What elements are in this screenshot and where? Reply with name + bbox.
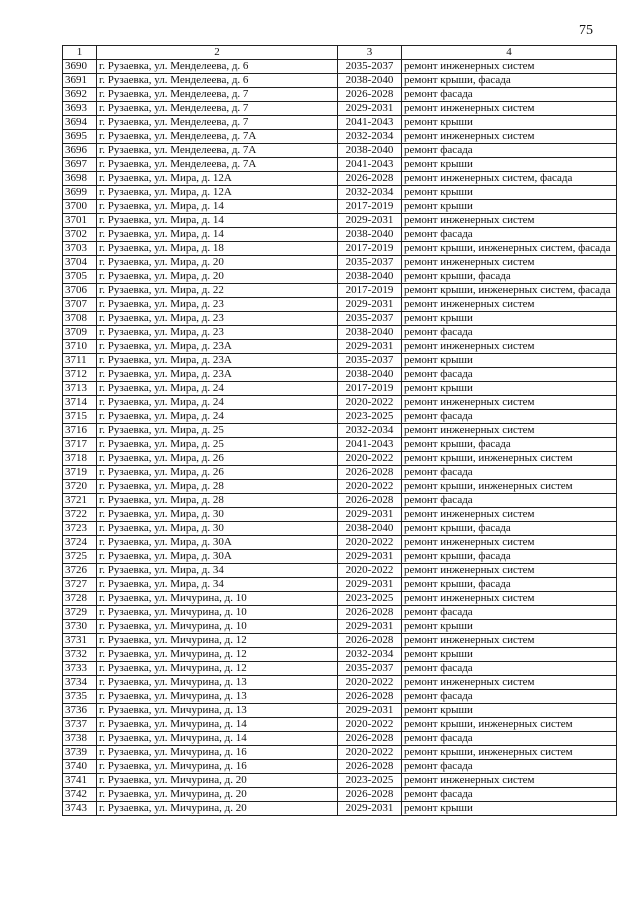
- table-row: [63, 690, 617, 704]
- address-cell: г. Рузаевка, ул. Мичурина, д. 12: [97, 634, 338, 648]
- table-row: [63, 396, 617, 410]
- work-type-cell: ремонт крыши: [402, 802, 617, 816]
- table-header-row: [63, 46, 617, 60]
- period-cell: 2017-2019: [338, 200, 402, 214]
- table-row: [63, 452, 617, 466]
- address-cell: г. Рузаевка, ул. Мира, д. 30: [97, 508, 338, 522]
- work-type-cell: ремонт крыши: [402, 620, 617, 634]
- table-row: [63, 676, 617, 690]
- address-cell: г. Рузаевка, ул. Мичурина, д. 13: [97, 704, 338, 718]
- table-row: [63, 284, 617, 298]
- work-type-cell: ремонт инженерных систем: [402, 424, 617, 438]
- row-number-cell: 3693: [63, 102, 97, 116]
- table-row: [63, 340, 617, 354]
- row-number-cell: 3703: [63, 242, 97, 256]
- row-number-cell: 3742: [63, 788, 97, 802]
- address-cell: г. Рузаевка, ул. Мира, д. 30: [97, 522, 338, 536]
- period-cell: 2026-2028: [338, 466, 402, 480]
- period-cell: 2023-2025: [338, 410, 402, 424]
- table-row: [63, 200, 617, 214]
- work-type-cell: ремонт фасада: [402, 606, 617, 620]
- row-number-cell: 3713: [63, 382, 97, 396]
- row-number-cell: 3716: [63, 424, 97, 438]
- address-cell: г. Рузаевка, ул. Мира, д. 28: [97, 494, 338, 508]
- work-type-cell: ремонт крыши, фасада: [402, 74, 617, 88]
- table-row: [63, 354, 617, 368]
- row-number-cell: 3738: [63, 732, 97, 746]
- table-body: [63, 60, 617, 816]
- address-cell: г. Рузаевка, ул. Мичурина, д. 14: [97, 732, 338, 746]
- address-cell: г. Рузаевка, ул. Мира, д. 24: [97, 382, 338, 396]
- work-type-cell: ремонт крыши: [402, 312, 617, 326]
- period-cell: 2041-2043: [338, 116, 402, 130]
- work-type-cell: ремонт инженерных систем: [402, 340, 617, 354]
- row-number-cell: 3706: [63, 284, 97, 298]
- address-cell: г. Рузаевка, ул. Мира, д. 25: [97, 438, 338, 452]
- column-header-work: 4: [402, 46, 617, 60]
- work-type-cell: ремонт инженерных систем: [402, 676, 617, 690]
- row-number-cell: 3696: [63, 144, 97, 158]
- work-type-cell: ремонт инженерных систем: [402, 396, 617, 410]
- address-cell: г. Рузаевка, ул. Менделеева, д. 6: [97, 60, 338, 74]
- period-cell: 2029-2031: [338, 550, 402, 564]
- work-type-cell: ремонт крыши, фасада: [402, 522, 617, 536]
- period-cell: 2035-2037: [338, 60, 402, 74]
- work-type-cell: ремонт инженерных систем: [402, 60, 617, 74]
- work-type-cell: ремонт инженерных систем: [402, 298, 617, 312]
- period-cell: 2020-2022: [338, 676, 402, 690]
- work-type-cell: ремонт крыши, инженерных систем: [402, 452, 617, 466]
- work-type-cell: ремонт инженерных систем: [402, 130, 617, 144]
- work-type-cell: ремонт инженерных систем, фасада: [402, 172, 617, 186]
- row-number-cell: 3728: [63, 592, 97, 606]
- row-number-cell: 3740: [63, 760, 97, 774]
- column-header-period: 3: [338, 46, 402, 60]
- address-cell: г. Рузаевка, ул. Мира, д. 23: [97, 312, 338, 326]
- work-type-cell: ремонт инженерных систем: [402, 102, 617, 116]
- row-number-cell: 3700: [63, 200, 97, 214]
- period-cell: 2029-2031: [338, 214, 402, 228]
- table-row: [63, 144, 617, 158]
- table-row: [63, 214, 617, 228]
- work-type-cell: ремонт инженерных систем: [402, 774, 617, 788]
- period-cell: 2026-2028: [338, 172, 402, 186]
- work-type-cell: ремонт инженерных систем: [402, 508, 617, 522]
- address-cell: г. Рузаевка, ул. Мира, д. 23А: [97, 340, 338, 354]
- row-number-cell: 3722: [63, 508, 97, 522]
- address-cell: г. Рузаевка, ул. Мичурина, д. 10: [97, 592, 338, 606]
- repair-schedule-table: [62, 45, 617, 816]
- work-type-cell: ремонт инженерных систем: [402, 634, 617, 648]
- table-row: [63, 550, 617, 564]
- work-type-cell: ремонт фасада: [402, 466, 617, 480]
- table-row: [63, 606, 617, 620]
- period-cell: 2020-2022: [338, 564, 402, 578]
- address-cell: г. Рузаевка, ул. Мира, д. 23А: [97, 368, 338, 382]
- table-row: [63, 788, 617, 802]
- work-type-cell: ремонт крыши, инженерных систем: [402, 746, 617, 760]
- row-number-cell: 3692: [63, 88, 97, 102]
- table-row: [63, 60, 617, 74]
- page-number: 75: [579, 23, 593, 38]
- row-number-cell: 3719: [63, 466, 97, 480]
- row-number-cell: 3720: [63, 480, 97, 494]
- work-type-cell: ремонт крыши: [402, 382, 617, 396]
- address-cell: г. Рузаевка, ул. Мира, д. 14: [97, 228, 338, 242]
- table-row: [63, 648, 617, 662]
- address-cell: г. Рузаевка, ул. Мира, д. 12А: [97, 186, 338, 200]
- row-number-cell: 3737: [63, 718, 97, 732]
- period-cell: 2029-2031: [338, 704, 402, 718]
- work-type-cell: ремонт инженерных систем: [402, 214, 617, 228]
- row-number-cell: 3714: [63, 396, 97, 410]
- table-row: [63, 368, 617, 382]
- table-row: [63, 662, 617, 676]
- period-cell: 2017-2019: [338, 382, 402, 396]
- address-cell: г. Рузаевка, ул. Мира, д. 28: [97, 480, 338, 494]
- address-cell: г. Рузаевка, ул. Мира, д. 34: [97, 578, 338, 592]
- address-cell: г. Рузаевка, ул. Мира, д. 18: [97, 242, 338, 256]
- row-number-cell: 3725: [63, 550, 97, 564]
- row-number-cell: 3731: [63, 634, 97, 648]
- work-type-cell: ремонт фасада: [402, 368, 617, 382]
- row-number-cell: 3723: [63, 522, 97, 536]
- table-row: [63, 802, 617, 816]
- table-row: [63, 480, 617, 494]
- address-cell: г. Рузаевка, ул. Мира, д. 22: [97, 284, 338, 298]
- table-row: [63, 256, 617, 270]
- work-type-cell: ремонт крыши: [402, 200, 617, 214]
- work-type-cell: ремонт крыши, инженерных систем: [402, 718, 617, 732]
- period-cell: 2038-2040: [338, 228, 402, 242]
- work-type-cell: ремонт крыши: [402, 186, 617, 200]
- table-row: [63, 270, 617, 284]
- table-row: [63, 228, 617, 242]
- row-number-cell: 3712: [63, 368, 97, 382]
- table-row: [63, 130, 617, 144]
- address-cell: г. Рузаевка, ул. Мичурина, д. 14: [97, 718, 338, 732]
- table-row: [63, 774, 617, 788]
- work-type-cell: ремонт фасада: [402, 326, 617, 340]
- work-type-cell: ремонт крыши: [402, 648, 617, 662]
- row-number-cell: 3704: [63, 256, 97, 270]
- work-type-cell: ремонт фасада: [402, 760, 617, 774]
- address-cell: г. Рузаевка, ул. Мира, д. 12А: [97, 172, 338, 186]
- row-number-cell: 3736: [63, 704, 97, 718]
- row-number-cell: 3710: [63, 340, 97, 354]
- row-number-cell: 3715: [63, 410, 97, 424]
- table-row: [63, 578, 617, 592]
- work-type-cell: ремонт фасада: [402, 732, 617, 746]
- table-row: [63, 186, 617, 200]
- address-cell: г. Рузаевка, ул. Мира, д. 14: [97, 214, 338, 228]
- work-type-cell: ремонт крыши, инженерных систем: [402, 480, 617, 494]
- table-row: [63, 746, 617, 760]
- row-number-cell: 3734: [63, 676, 97, 690]
- period-cell: 2026-2028: [338, 606, 402, 620]
- table-row: [63, 494, 617, 508]
- work-type-cell: ремонт фасада: [402, 494, 617, 508]
- row-number-cell: 3743: [63, 802, 97, 816]
- table-row: [63, 242, 617, 256]
- work-type-cell: ремонт крыши: [402, 116, 617, 130]
- period-cell: 2035-2037: [338, 354, 402, 368]
- period-cell: 2032-2034: [338, 648, 402, 662]
- period-cell: 2035-2037: [338, 256, 402, 270]
- row-number-cell: 3698: [63, 172, 97, 186]
- period-cell: 2023-2025: [338, 774, 402, 788]
- work-type-cell: ремонт крыши, фасада: [402, 550, 617, 564]
- row-number-cell: 3705: [63, 270, 97, 284]
- address-cell: г. Рузаевка, ул. Мира, д. 23: [97, 298, 338, 312]
- work-type-cell: ремонт инженерных систем: [402, 564, 617, 578]
- address-cell: г. Рузаевка, ул. Мичурина, д. 10: [97, 620, 338, 634]
- row-number-cell: 3726: [63, 564, 97, 578]
- period-cell: 2026-2028: [338, 760, 402, 774]
- address-cell: г. Рузаевка, ул. Мичурина, д. 13: [97, 676, 338, 690]
- work-type-cell: ремонт инженерных систем: [402, 256, 617, 270]
- table-row: [63, 158, 617, 172]
- period-cell: 2017-2019: [338, 284, 402, 298]
- address-cell: г. Рузаевка, ул. Мира, д. 30А: [97, 536, 338, 550]
- period-cell: 2029-2031: [338, 578, 402, 592]
- work-type-cell: ремонт инженерных систем: [402, 536, 617, 550]
- address-cell: г. Рузаевка, ул. Мичурина, д. 13: [97, 690, 338, 704]
- address-cell: г. Рузаевка, ул. Мичурина, д. 12: [97, 662, 338, 676]
- work-type-cell: ремонт фасада: [402, 144, 617, 158]
- work-type-cell: ремонт фасада: [402, 690, 617, 704]
- period-cell: 2026-2028: [338, 494, 402, 508]
- row-number-cell: 3711: [63, 354, 97, 368]
- table-row: [63, 312, 617, 326]
- work-type-cell: ремонт крыши: [402, 354, 617, 368]
- period-cell: 2029-2031: [338, 508, 402, 522]
- period-cell: 2029-2031: [338, 102, 402, 116]
- row-number-cell: 3717: [63, 438, 97, 452]
- address-cell: г. Рузаевка, ул. Мира, д. 24: [97, 396, 338, 410]
- address-cell: г. Рузаевка, ул. Менделеева, д. 7: [97, 88, 338, 102]
- work-type-cell: ремонт крыши, фасада: [402, 270, 617, 284]
- row-number-cell: 3691: [63, 74, 97, 88]
- work-type-cell: ремонт фасада: [402, 662, 617, 676]
- work-type-cell: ремонт фасада: [402, 228, 617, 242]
- address-cell: г. Рузаевка, ул. Мира, д. 23: [97, 326, 338, 340]
- table-row: [63, 382, 617, 396]
- period-cell: 2032-2034: [338, 130, 402, 144]
- row-number-cell: 3721: [63, 494, 97, 508]
- table-row: [63, 620, 617, 634]
- period-cell: 2020-2022: [338, 746, 402, 760]
- period-cell: 2029-2031: [338, 298, 402, 312]
- row-number-cell: 3724: [63, 536, 97, 550]
- period-cell: 2029-2031: [338, 340, 402, 354]
- table-row: [63, 718, 617, 732]
- period-cell: 2020-2022: [338, 396, 402, 410]
- period-cell: 2038-2040: [338, 270, 402, 284]
- row-number-cell: 3741: [63, 774, 97, 788]
- address-cell: г. Рузаевка, ул. Мира, д. 26: [97, 452, 338, 466]
- address-cell: г. Рузаевка, ул. Мичурина, д. 12: [97, 648, 338, 662]
- period-cell: 2032-2034: [338, 424, 402, 438]
- address-cell: г. Рузаевка, ул. Мичурина, д. 16: [97, 760, 338, 774]
- row-number-cell: 3739: [63, 746, 97, 760]
- address-cell: г. Рузаевка, ул. Мичурина, д. 16: [97, 746, 338, 760]
- address-cell: г. Рузаевка, ул. Менделеева, д. 7: [97, 116, 338, 130]
- table-row: [63, 116, 617, 130]
- row-number-cell: 3709: [63, 326, 97, 340]
- period-cell: 2023-2025: [338, 592, 402, 606]
- period-cell: 2020-2022: [338, 718, 402, 732]
- table-row: [63, 466, 617, 480]
- row-number-cell: 3708: [63, 312, 97, 326]
- address-cell: г. Рузаевка, ул. Мира, д. 25: [97, 424, 338, 438]
- work-type-cell: ремонт фасада: [402, 88, 617, 102]
- period-cell: 2026-2028: [338, 732, 402, 746]
- period-cell: 2029-2031: [338, 802, 402, 816]
- period-cell: 2017-2019: [338, 242, 402, 256]
- work-type-cell: ремонт крыши, инженерных систем, фасада: [402, 284, 617, 298]
- period-cell: 2038-2040: [338, 74, 402, 88]
- work-type-cell: ремонт фасада: [402, 410, 617, 424]
- row-number-cell: 3733: [63, 662, 97, 676]
- work-type-cell: ремонт крыши: [402, 158, 617, 172]
- period-cell: 2032-2034: [338, 186, 402, 200]
- row-number-cell: 3695: [63, 130, 97, 144]
- address-cell: г. Рузаевка, ул. Мичурина, д. 10: [97, 606, 338, 620]
- period-cell: 2038-2040: [338, 326, 402, 340]
- period-cell: 2038-2040: [338, 144, 402, 158]
- table-row: [63, 564, 617, 578]
- table-row: [63, 326, 617, 340]
- table-row: [63, 634, 617, 648]
- work-type-cell: ремонт крыши, фасада: [402, 438, 617, 452]
- work-type-cell: ремонт фасада: [402, 788, 617, 802]
- row-number-cell: 3730: [63, 620, 97, 634]
- table-row: [63, 592, 617, 606]
- row-number-cell: 3697: [63, 158, 97, 172]
- row-number-cell: 3701: [63, 214, 97, 228]
- row-number-cell: 3699: [63, 186, 97, 200]
- table-row: [63, 74, 617, 88]
- period-cell: 2020-2022: [338, 452, 402, 466]
- address-cell: г. Рузаевка, ул. Мичурина, д. 20: [97, 774, 338, 788]
- table-row: [63, 536, 617, 550]
- row-number-cell: 3729: [63, 606, 97, 620]
- period-cell: 2038-2040: [338, 522, 402, 536]
- column-header-address: 2: [97, 46, 338, 60]
- table-row: [63, 732, 617, 746]
- table-row: [63, 410, 617, 424]
- period-cell: 2035-2037: [338, 662, 402, 676]
- address-cell: г. Рузаевка, ул. Менделеева, д. 7: [97, 102, 338, 116]
- address-cell: г. Рузаевка, ул. Мира, д. 26: [97, 466, 338, 480]
- row-number-cell: 3694: [63, 116, 97, 130]
- period-cell: 2029-2031: [338, 620, 402, 634]
- row-number-cell: 3707: [63, 298, 97, 312]
- row-number-cell: 3702: [63, 228, 97, 242]
- row-number-cell: 3732: [63, 648, 97, 662]
- work-type-cell: ремонт крыши: [402, 704, 617, 718]
- work-type-cell: ремонт крыши, фасада: [402, 578, 617, 592]
- table-row: [63, 522, 617, 536]
- period-cell: 2038-2040: [338, 368, 402, 382]
- address-cell: г. Рузаевка, ул. Мичурина, д. 20: [97, 802, 338, 816]
- address-cell: г. Рузаевка, ул. Мира, д. 30А: [97, 550, 338, 564]
- period-cell: 2041-2043: [338, 438, 402, 452]
- table-row: [63, 760, 617, 774]
- address-cell: г. Рузаевка, ул. Менделеева, д. 7А: [97, 158, 338, 172]
- period-cell: 2035-2037: [338, 312, 402, 326]
- table-row: [63, 704, 617, 718]
- address-cell: г. Рузаевка, ул. Менделеева, д. 6: [97, 74, 338, 88]
- address-cell: г. Рузаевка, ул. Менделеева, д. 7А: [97, 144, 338, 158]
- period-cell: 2020-2022: [338, 536, 402, 550]
- address-cell: г. Рузаевка, ул. Мира, д. 34: [97, 564, 338, 578]
- address-cell: г. Рузаевка, ул. Мира, д. 20: [97, 256, 338, 270]
- table-row: [63, 102, 617, 116]
- address-cell: г. Рузаевка, ул. Мира, д. 14: [97, 200, 338, 214]
- period-cell: 2026-2028: [338, 690, 402, 704]
- table-row: [63, 424, 617, 438]
- period-cell: 2020-2022: [338, 480, 402, 494]
- address-cell: г. Рузаевка, ул. Мира, д. 24: [97, 410, 338, 424]
- table-row: [63, 438, 617, 452]
- row-number-cell: 3718: [63, 452, 97, 466]
- table-row: [63, 508, 617, 522]
- address-cell: г. Рузаевка, ул. Мира, д. 23А: [97, 354, 338, 368]
- table-row: [63, 172, 617, 186]
- table-row: [63, 298, 617, 312]
- table-row: [63, 88, 617, 102]
- work-type-cell: ремонт инженерных систем: [402, 592, 617, 606]
- period-cell: 2026-2028: [338, 88, 402, 102]
- row-number-cell: 3735: [63, 690, 97, 704]
- address-cell: г. Рузаевка, ул. Мичурина, д. 20: [97, 788, 338, 802]
- row-number-cell: 3727: [63, 578, 97, 592]
- period-cell: 2026-2028: [338, 788, 402, 802]
- period-cell: 2026-2028: [338, 634, 402, 648]
- work-type-cell: ремонт крыши, инженерных систем, фасада: [402, 242, 617, 256]
- address-cell: г. Рузаевка, ул. Мира, д. 20: [97, 270, 338, 284]
- period-cell: 2041-2043: [338, 158, 402, 172]
- row-number-cell: 3690: [63, 60, 97, 74]
- column-header-number: 1: [63, 46, 97, 60]
- address-cell: г. Рузаевка, ул. Менделеева, д. 7А: [97, 130, 338, 144]
